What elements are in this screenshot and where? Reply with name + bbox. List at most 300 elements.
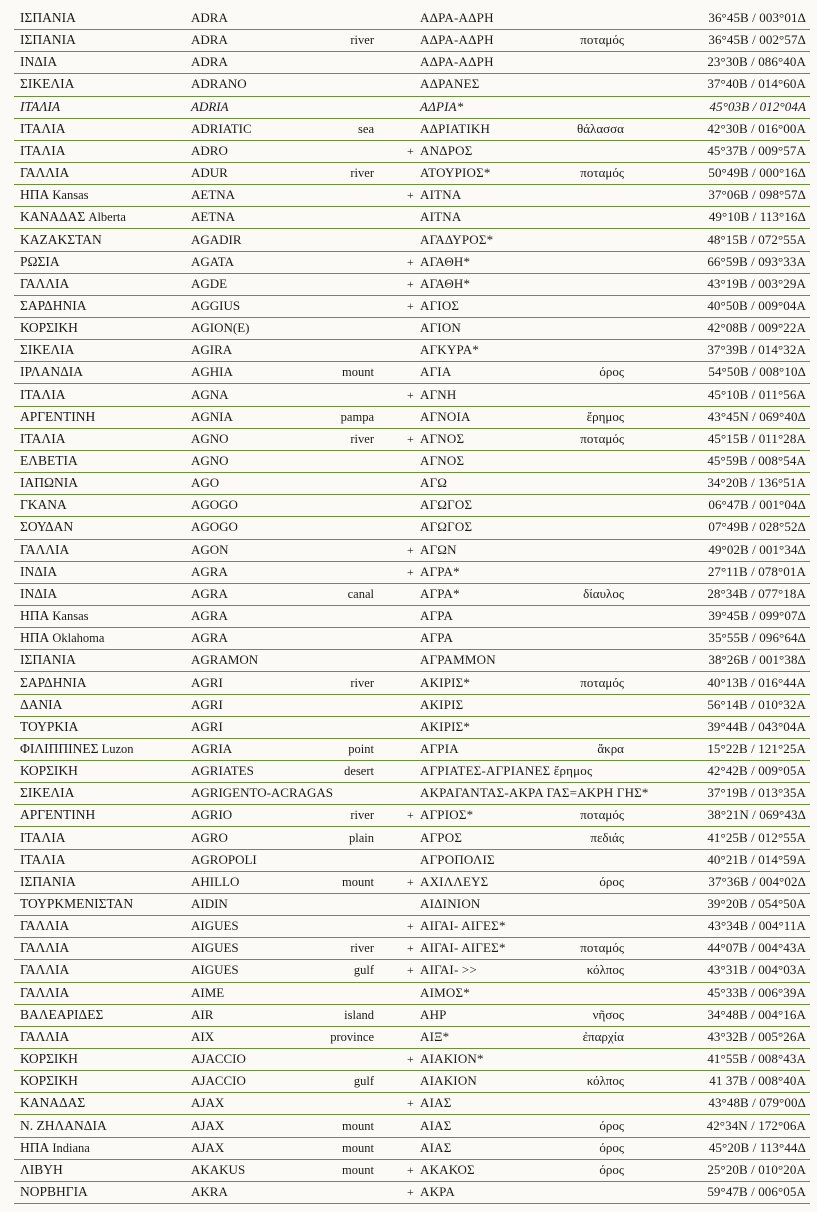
table-row xyxy=(14,428,810,451)
greek-feature-type: όρος xyxy=(599,364,624,380)
country-name: ΓΑΛΛΙΑ xyxy=(20,275,70,291)
latin-name: AGION(E) xyxy=(191,320,250,336)
coordinates: 43°45Ν / 069°40Δ xyxy=(707,408,806,424)
coordinates: 23°30Β / 086°40Α xyxy=(707,54,806,70)
plus-marker: + xyxy=(407,564,414,579)
table-row xyxy=(14,295,810,318)
coordinates: 41°25Β / 012°55Α xyxy=(707,829,806,845)
coordinates: 48°15Β / 072°55Α xyxy=(707,231,806,247)
plus-marker: + xyxy=(407,874,414,889)
feature-type: river xyxy=(350,675,374,690)
latin-name: AGOGO xyxy=(191,519,238,535)
coordinates: 39°20Β / 054°50Α xyxy=(707,896,806,911)
greek-name: ΑΓΝΟΣ xyxy=(420,453,465,468)
table-row xyxy=(14,849,810,872)
coordinates: 37°19Β / 013°35Α xyxy=(707,785,806,801)
plus-marker: + xyxy=(407,188,414,203)
table-row xyxy=(14,73,810,96)
table-row xyxy=(14,583,810,606)
greek-name: ΑΓΝΟΙΑ xyxy=(420,408,471,424)
latin-name: AGIRA xyxy=(191,342,233,358)
greek-name: ΑΚΙΡΙΣ* xyxy=(420,718,471,734)
latin-name: AGRIGENTO-ACRAGAS xyxy=(191,785,334,801)
greek-name: ΑΓΡΙΑ xyxy=(420,740,459,756)
latin-name: AIGUES xyxy=(191,940,239,956)
latin-name: AGON xyxy=(191,541,229,557)
feature-type: desert xyxy=(344,764,374,779)
country-name: ΙΤΑΛΙΑ xyxy=(20,829,66,845)
greek-feature-type: ἔρημος xyxy=(586,408,624,424)
coordinates: 40°13Β / 016°44Α xyxy=(707,674,806,690)
country-name: Ν. ΖΗΛΑΝΔΙΑ xyxy=(20,1117,107,1133)
country-name: ΚΟΡΣΙΚΗ xyxy=(20,763,78,779)
greek-name: ΑΔΡΑ-ΑΔΡΗ xyxy=(420,10,494,25)
greek-name: ΑΓΩ xyxy=(420,475,448,491)
region-name: Indiana xyxy=(49,1140,90,1155)
greek-feature-type: όρος xyxy=(599,1117,624,1133)
country-name: ΗΠΑ Kansas xyxy=(20,187,89,203)
country-name: ΗΠΑ Kansas xyxy=(20,608,89,624)
country-name: ΙΤΑΛΙΑ xyxy=(20,851,66,867)
feature-type: canal xyxy=(347,586,374,601)
coordinates: 39°45Β / 099°07Δ xyxy=(708,608,806,624)
table-row xyxy=(14,1137,810,1160)
table-row xyxy=(14,1004,810,1027)
plus-marker: + xyxy=(407,431,414,446)
region-name: Oklahoma xyxy=(49,631,105,646)
greek-name: ΑΙΤΝΑ xyxy=(420,209,462,225)
greek-name: ΑΚΡΑ xyxy=(420,1183,456,1199)
greek-name: ΑΓΑΔΥΡΟΣ* xyxy=(420,231,494,247)
coordinates: 66°59Β / 093°33Α xyxy=(707,253,806,269)
greek-feature-type: θάλασσα xyxy=(577,120,624,136)
country-name: ΣΙΚΕΛΙΑ xyxy=(20,76,75,92)
latin-name: AGRA xyxy=(191,563,228,579)
feature-type: river xyxy=(350,166,374,181)
feature-type: pampa xyxy=(340,409,374,424)
country-name: ΤΟΥΡΚΜΕΝΙΣΤΑΝ xyxy=(20,896,134,911)
coordinates: 45°03Β / 012°04Α xyxy=(709,98,806,114)
plus-marker: + xyxy=(407,1162,414,1177)
greek-feature-type: όρος xyxy=(599,1139,624,1155)
feature-type: mount xyxy=(342,874,374,889)
feature-type: mount xyxy=(342,1162,374,1177)
greek-name: ΑΓΡΑ* xyxy=(420,563,460,579)
greek-feature-type: ποταμός xyxy=(580,165,624,181)
latin-name: AGHIA xyxy=(191,364,233,380)
greek-name: ΑΓΙΑ xyxy=(420,364,452,380)
greek-name: ΑΧΙΛΛΕΥΣ xyxy=(420,873,489,889)
table-row xyxy=(14,450,810,473)
latin-name: AGATA xyxy=(191,253,235,269)
table-row xyxy=(14,827,810,850)
country-name: ΙΣΠΑΝΙΑ xyxy=(20,10,76,25)
table-row xyxy=(14,937,810,960)
plus-marker: + xyxy=(407,276,414,291)
greek-name: ΑΓΡΑ xyxy=(420,608,454,624)
country-name: ΚΟΡΣΙΚΗ xyxy=(20,320,78,336)
table-row xyxy=(14,494,810,517)
greek-feature-type: κόλπος xyxy=(586,962,624,978)
latin-name: AGRIA xyxy=(191,740,233,756)
country-name: ΚΟΡΣΙΚΗ xyxy=(20,1073,78,1089)
table-row xyxy=(14,694,810,717)
country-name: ΓΑΛΛΙΑ xyxy=(20,165,70,181)
greek-name: ΑΓΩΓΟΣ xyxy=(420,497,473,513)
latin-name: AKRA xyxy=(191,1183,228,1199)
latin-name: AJACCIO xyxy=(191,1051,246,1067)
coordinates: 42°42Β / 009°05Α xyxy=(707,763,806,779)
table-row xyxy=(14,51,810,74)
feature-type: plain xyxy=(349,830,374,845)
latin-name: AGGIUS xyxy=(191,297,241,313)
country-name: ΙΣΠΑΝΙΑ xyxy=(20,873,76,889)
feature-type: gulf xyxy=(353,963,374,978)
greek-name: ΑΓΡΙΟΣ* xyxy=(420,807,474,823)
country-name: ΓΑΛΛΙΑ xyxy=(20,918,70,934)
latin-name: AGADIR xyxy=(191,231,242,247)
coordinates: 49°10Β / 113°16Δ xyxy=(708,209,806,225)
country-name: ΓΑΛΛΙΑ xyxy=(20,962,70,978)
feature-type: river xyxy=(350,941,374,956)
country-name: ΙΡΛΑΝΔΙΑ xyxy=(20,364,83,380)
coordinates: 40°50Β / 009°04Α xyxy=(707,297,806,313)
greek-feature-type: νῆσος xyxy=(592,1006,624,1022)
plus-marker: + xyxy=(407,298,414,313)
table-row xyxy=(14,1092,810,1115)
country-name: ΝΟΡΒΗΓΙΑ xyxy=(20,1183,88,1199)
country-name: ΙΤΑΛΙΑ xyxy=(20,430,66,446)
plus-marker: + xyxy=(407,1184,414,1199)
greek-name: ΑΓΑΘΗ* xyxy=(420,275,471,291)
table-row xyxy=(14,871,810,894)
latin-name: AGDE xyxy=(191,275,228,291)
table-row xyxy=(14,384,810,407)
greek-name: ΑΓΙΟΝ xyxy=(420,320,462,336)
greek-feature-type: ποταμός xyxy=(580,674,624,690)
plus-marker: + xyxy=(407,254,414,269)
greek-name: ΑΔΡΑ-ΑΔΡΗ xyxy=(420,54,494,70)
latin-name: AIME xyxy=(191,984,225,1000)
latin-name: AETNA xyxy=(191,209,236,225)
coordinates: 43°19Β / 003°29Α xyxy=(707,275,806,291)
latin-name: AETNA xyxy=(191,187,236,203)
latin-name: AGNO xyxy=(191,453,229,468)
coordinates: 42°30Β / 016°00Α xyxy=(707,120,806,136)
table-row xyxy=(14,96,810,119)
feature-type: sea xyxy=(358,121,374,136)
feature-type: island xyxy=(344,1007,374,1022)
coordinates: 34°48Β / 004°16Α xyxy=(707,1006,806,1022)
latin-name: AGRA xyxy=(191,630,228,646)
feature-type: province xyxy=(330,1029,374,1044)
greek-name: ΑΗΡ xyxy=(420,1006,447,1022)
coordinates: 38°21Ν / 069°43Δ xyxy=(707,807,806,823)
table-row xyxy=(14,118,810,141)
greek-name: ΑΙΑΚΙΟΝ* xyxy=(420,1051,484,1067)
table-row xyxy=(14,627,810,650)
plus-marker: + xyxy=(407,963,414,978)
latin-name: AGNA xyxy=(191,386,229,402)
greek-name: ΑΙΓΑΙ- ΑΙΓΕΣ* xyxy=(420,940,506,956)
latin-name: ADRIATIC xyxy=(191,120,252,136)
table-row xyxy=(14,206,810,229)
table-row xyxy=(14,1026,810,1049)
coordinates: 42°34Ν / 172°06Α xyxy=(706,1117,806,1133)
coordinates: 50°49Β / 000°16Δ xyxy=(708,165,806,181)
country-name: ΙΣΠΑΝΙΑ xyxy=(20,652,76,668)
latin-name: AGNO xyxy=(191,430,229,446)
greek-name: ΑΓΝΗ xyxy=(420,386,457,402)
table-row xyxy=(14,184,810,207)
plus-marker: + xyxy=(407,387,414,402)
country-name: ΙΝΔΙΑ xyxy=(20,585,58,601)
coordinates: 25°20Β / 010°20Α xyxy=(707,1161,806,1177)
latin-name: AJACCIO xyxy=(191,1073,246,1089)
table-row xyxy=(14,1070,810,1093)
latin-name: ADRIA xyxy=(191,98,229,114)
greek-name: ΑΙΑΣ xyxy=(420,1095,452,1111)
greek-feature-type: ἐπαρχία xyxy=(582,1028,624,1044)
country-name: ΣΑΡΔΗΝΙΑ xyxy=(20,297,87,313)
latin-name: AKAKUS xyxy=(191,1161,246,1177)
country-name: ΣΙΚΕΛΙΑ xyxy=(20,785,75,801)
country-name: ΓΑΛΛΙΑ xyxy=(20,984,70,1000)
table-row xyxy=(14,760,810,783)
coordinates: 43°32Β / 005°26Α xyxy=(707,1028,806,1044)
latin-name: AGO xyxy=(191,475,220,491)
coordinates: 37°06Β / 098°57Δ xyxy=(708,187,806,203)
coordinates: 54°50Β / 008°10Δ xyxy=(708,364,806,380)
greek-name: ΑΔΡΑΝΕΣ xyxy=(420,76,480,92)
country-name: ΚΑΝΑΔΑΣ xyxy=(20,1095,86,1111)
coordinates: 06°47Β / 001°04Δ xyxy=(708,497,806,513)
greek-name: ΑΓΡΟΠΟΛΙΣ xyxy=(420,851,495,867)
plus-marker: + xyxy=(407,808,414,823)
greek-name: ΑΓΡΑ* xyxy=(420,585,460,601)
latin-name: AGRI xyxy=(191,674,223,690)
coordinates: 45°37Β / 009°57Α xyxy=(707,142,806,158)
greek-name: ΑΙΑΣ xyxy=(420,1139,452,1155)
region-name: Luzon xyxy=(98,741,134,756)
greek-name: ΑΚΙΡΙΣ* xyxy=(420,674,471,690)
latin-name: AIDIN xyxy=(191,896,228,911)
greek-name: ΑΔΡΙΑΤΙΚΗ xyxy=(420,120,491,136)
greek-name: ΑΤΟΥΡΙΟΣ* xyxy=(420,165,491,181)
coordinates: 45°10Β / 011°56Α xyxy=(707,386,806,402)
table-row xyxy=(14,605,810,628)
coordinates: 56°14Β / 010°32Α xyxy=(707,696,806,712)
greek-name: ΑΙΓΑΙ- ΑΙΓΕΣ* xyxy=(420,918,506,934)
coordinates: 37°40Β / 014°60Α xyxy=(707,76,806,92)
country-name: ΚΟΡΣΙΚΗ xyxy=(20,1051,78,1067)
coordinates: 36°45Β / 002°57Δ xyxy=(708,32,806,48)
greek-name: ΑΙΜΟΣ* xyxy=(420,984,470,1000)
latin-name: AIGUES xyxy=(191,962,239,978)
region-name: Alberta xyxy=(85,210,126,225)
feature-type: mount xyxy=(342,1118,374,1133)
coordinates: 43°34Β / 004°11Α xyxy=(707,918,806,934)
latin-name: AHILLO xyxy=(191,873,240,889)
coordinates: 39°44Β / 043°04Α xyxy=(707,718,806,734)
country-name: ΙΤΑΛΙΑ xyxy=(20,98,61,114)
table-row xyxy=(14,251,810,274)
region-name: Kansas xyxy=(49,609,89,624)
latin-name: AGOGO xyxy=(191,497,238,513)
country-name: ΒΑΛΕΑΡΙΔΕΣ xyxy=(20,1006,104,1022)
table-row xyxy=(14,140,810,163)
table-row xyxy=(14,406,810,429)
greek-feature-type: κόλπος xyxy=(586,1073,624,1089)
latin-name: AGRIATES xyxy=(191,763,254,779)
greek-name: ΑΓΩΓΟΣ xyxy=(420,519,473,535)
plus-marker: + xyxy=(407,1052,414,1067)
table-row xyxy=(14,516,810,539)
country-name: ΙΤΑΛΙΑ xyxy=(20,386,66,402)
coordinates: 49°02Β / 001°34Δ xyxy=(708,541,806,557)
country-name: ΑΡΓΕΝΤΙΝΗ xyxy=(20,807,96,823)
plus-marker: + xyxy=(407,919,414,934)
greek-name: ΑΓΡΙΑΤΕΣ-ΑΓΡΙΑΝΕΣ ἔρημος xyxy=(420,763,593,779)
country-name: ΙΤΑΛΙΑ xyxy=(20,142,66,158)
table-row xyxy=(14,804,810,827)
latin-name: AGROPOLI xyxy=(191,851,257,867)
greek-feature-type: ποταμός xyxy=(580,430,624,446)
latin-name: ADRA xyxy=(191,32,228,48)
coordinates: 37°39Β / 014°32Α xyxy=(707,342,806,358)
latin-name: AGRA xyxy=(191,608,228,624)
country-name: ΕΛΒΕΤΙΑ xyxy=(20,453,78,468)
latin-name: ADRO xyxy=(191,142,228,158)
table-row xyxy=(14,1181,810,1204)
coordinates: 44°07Β / 004°43Α xyxy=(707,940,806,956)
country-name: ΓΑΛΛΙΑ xyxy=(20,940,70,956)
coordinates: 45°59Β / 008°54Α xyxy=(707,453,806,468)
latin-name: AGRAMON xyxy=(191,652,259,668)
greek-name: ΑΙΑΣ xyxy=(420,1117,452,1133)
greek-name: ΑΙΤΝΑ xyxy=(420,187,462,203)
feature-type: gulf xyxy=(353,1074,374,1089)
table-row xyxy=(14,893,810,916)
greek-name: ΑΓΚΥΡΑ* xyxy=(420,342,480,358)
latin-name: AIR xyxy=(191,1006,214,1022)
table-row xyxy=(14,782,810,805)
greek-feature-type: δίαυλος xyxy=(583,585,624,601)
country-name: ΗΠΑ Oklahoma xyxy=(20,630,105,646)
plus-marker: + xyxy=(407,1096,414,1111)
feature-type: river xyxy=(350,33,374,48)
table-row xyxy=(14,1115,810,1138)
table-row xyxy=(14,162,810,185)
greek-name: ΑΓΝΟΣ xyxy=(420,430,465,446)
plus-marker: + xyxy=(407,542,414,557)
greek-name: ΑΚΡΑΓΑΝΤΑΣ-ΑΚΡΑ ΓΑΣ=ΑΚΡΗ ΓΗΣ* xyxy=(420,785,649,801)
table-row xyxy=(14,649,810,672)
greek-name: ΑΔΡΙΑ* xyxy=(420,98,464,114)
greek-name: ΑΓΡΑ xyxy=(420,630,454,646)
latin-name: AIGUES xyxy=(191,918,239,934)
feature-type: river xyxy=(350,808,374,823)
greek-feature-type: πεδιάς xyxy=(590,829,624,845)
coordinates: 15°22Β / 121°25Α xyxy=(707,740,806,756)
table-row xyxy=(14,273,810,296)
coordinates: 59°47Β / 006°05Α xyxy=(707,1183,806,1199)
greek-feature-type: ἄκρα xyxy=(597,740,624,756)
country-name: ΙΣΠΑΝΙΑ xyxy=(20,32,76,48)
greek-feature-type: όρος xyxy=(599,1161,624,1177)
latin-name: ADRA xyxy=(191,10,228,25)
greek-name: ΑΙΞ* xyxy=(420,1028,450,1044)
country-name: ΑΡΓΕΝΤΙΝΗ xyxy=(20,408,96,424)
greek-name: ΑΙΔΙΝΙΟΝ xyxy=(420,896,481,911)
latin-name: AJAX xyxy=(191,1139,225,1155)
greek-name: ΑΚΙΡΙΣ xyxy=(420,696,464,712)
table-row xyxy=(14,361,810,384)
table-row xyxy=(14,672,810,695)
greek-feature-type: ποταμός xyxy=(580,940,624,956)
greek-name: ΑΝΔΡΟΣ xyxy=(420,142,473,158)
latin-name: ADRANO xyxy=(191,76,247,92)
table-row xyxy=(14,317,810,340)
latin-name: ADRA xyxy=(191,54,228,70)
greek-feature-type: όρος xyxy=(599,873,624,889)
region-name: Kansas xyxy=(49,188,89,203)
coordinates: 07°49Β / 028°52Δ xyxy=(708,519,806,535)
country-name: ΙΝΔΙΑ xyxy=(20,54,58,70)
greek-name: ΑΔΡΑ-ΑΔΡΗ xyxy=(420,32,494,48)
coordinates: 35°55Β / 096°64Δ xyxy=(708,630,806,646)
latin-name: AIX xyxy=(191,1028,215,1044)
country-name: ΣΟΥΔΑΝ xyxy=(20,519,74,535)
country-name: ΓΑΛΛΙΑ xyxy=(20,1028,70,1044)
latin-name: AJAX xyxy=(191,1117,225,1133)
coordinates: 41 37Β / 008°40Α xyxy=(709,1073,806,1089)
greek-name: ΑΓΑΘΗ* xyxy=(420,253,471,269)
coordinates: 43°31Β / 004°03Α xyxy=(707,962,806,978)
coordinates: 45°15Β / 011°28Α xyxy=(707,430,806,446)
country-name: ΡΩΣΙΑ xyxy=(20,253,60,269)
greek-name: ΑΙΓΑΙ- >> xyxy=(420,962,477,978)
country-name: ΙΤΑΛΙΑ xyxy=(20,120,66,136)
coordinates: 37°36Β / 004°02Δ xyxy=(708,873,806,889)
country-name: ΗΠΑ Indiana xyxy=(20,1139,90,1155)
coordinates: 38°26Β / 001°38Δ xyxy=(708,652,806,668)
latin-name: AGNIA xyxy=(191,408,233,424)
table-row xyxy=(14,1048,810,1071)
table-row xyxy=(14,339,810,362)
latin-name: ADUR xyxy=(191,165,228,181)
latin-name: AGRI xyxy=(191,718,223,734)
country-name: ΚΑΖΑΚΣΤΑΝ xyxy=(20,231,102,247)
latin-name: AGRIO xyxy=(191,807,233,823)
table-row xyxy=(14,738,810,761)
table-row xyxy=(14,982,810,1005)
coordinates: 41°55Β / 008°43Α xyxy=(707,1051,806,1067)
feature-type: mount xyxy=(342,1140,374,1155)
table-row xyxy=(14,716,810,739)
coordinates: 42°08Β / 009°22Α xyxy=(707,320,806,336)
country-name: ΓΚΑΝΑ xyxy=(20,497,67,513)
table-row xyxy=(14,915,810,938)
greek-name: ΑΙΑΚΙΟΝ xyxy=(420,1073,477,1089)
country-name: ΙΝΔΙΑ xyxy=(20,563,58,579)
greek-feature-type: ποταμός xyxy=(580,807,624,823)
table-row xyxy=(14,7,810,30)
coordinates: 27°11Β / 078°01Α xyxy=(707,563,806,579)
table-row xyxy=(14,959,810,982)
coordinates: 28°34Β / 077°18Α xyxy=(707,585,806,601)
greek-name: ΑΓΙΟΣ xyxy=(420,297,460,313)
